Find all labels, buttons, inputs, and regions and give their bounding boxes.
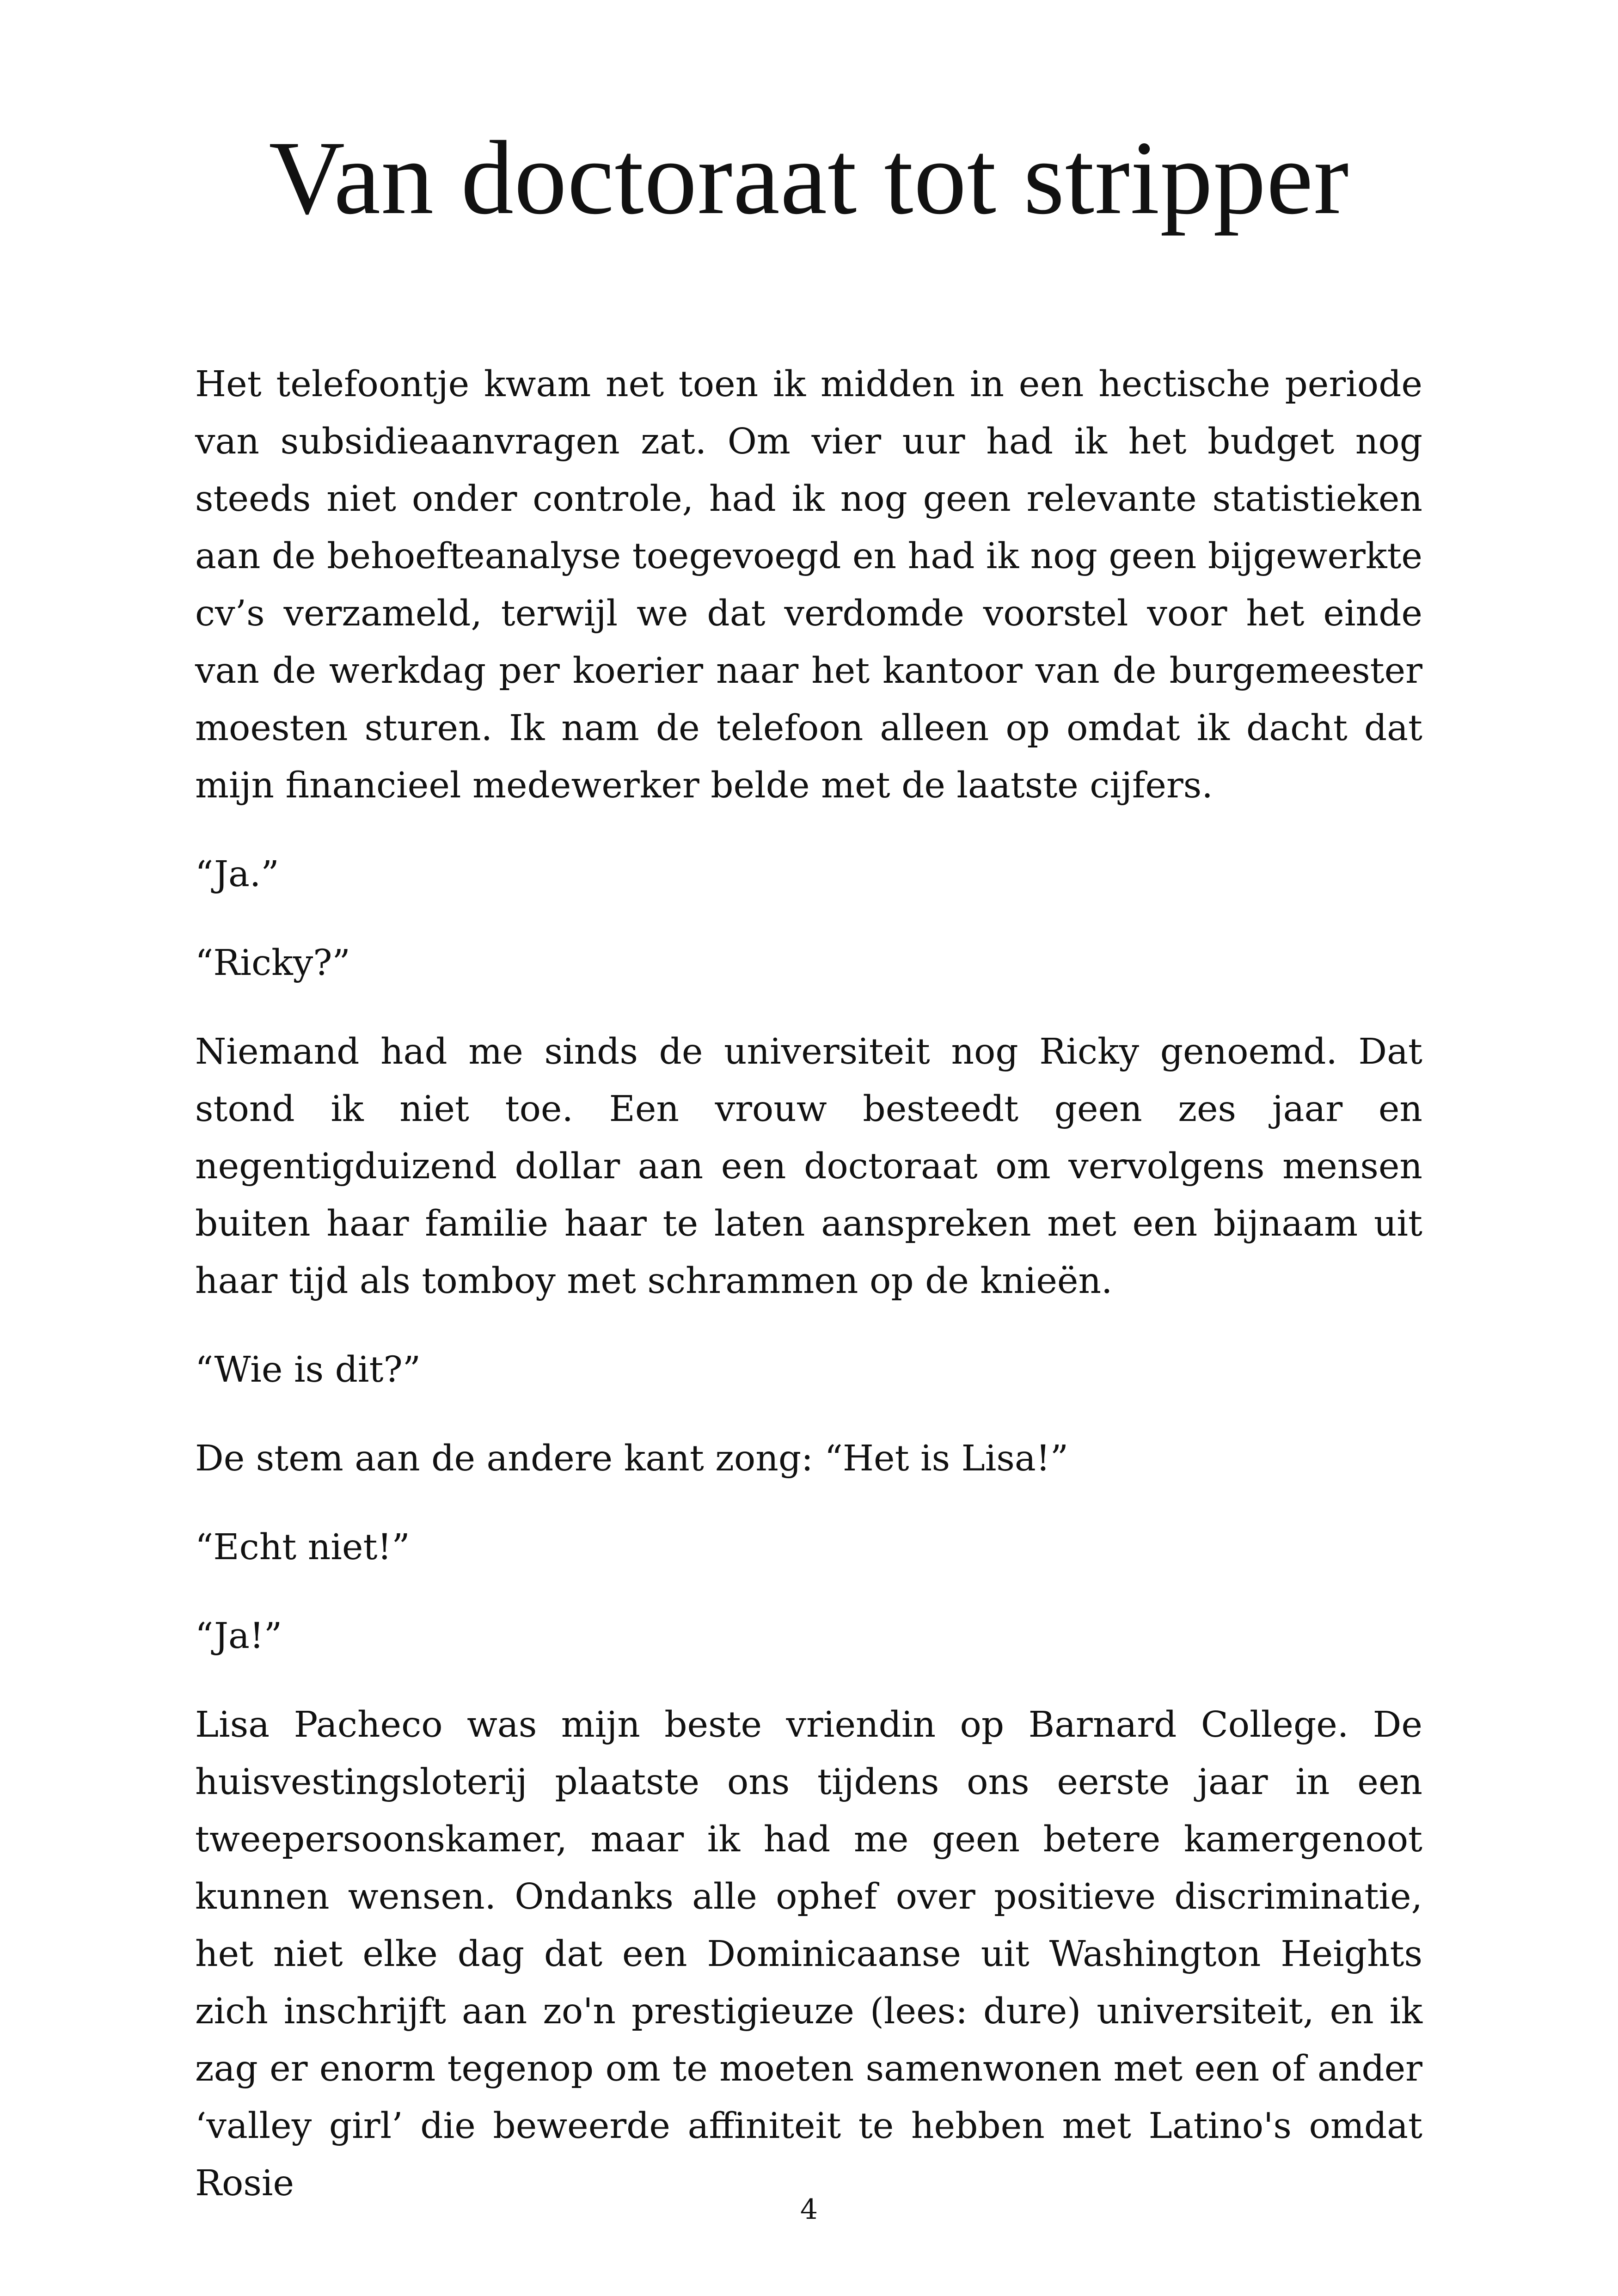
dialogue-line: “Wie is dit?”	[195, 1349, 421, 1390]
dialogue-line: “Echt niet!”	[195, 1527, 410, 1568]
page-title: Van doctoraat tot stripper	[269, 120, 1349, 236]
dialogue-line: “Ja!”	[195, 1616, 282, 1657]
paragraph-lisa: Lisa Pacheco was mijn beste vriendin op Barnard College. De huisvestingsloterij plaatste ons tijdens ons eerste jaar in een tweepersoonskamer, maar ik had me geen betere kamergenoot kunnen wensen. Ondanks alle ophef over positieve discriminatie, het niet elke dag dat een Dominicaanse uit Washington Heights zich inschrijft aan zo'n prestigieuze (lees: dure) universiteit, en ik zag er enorm tegenop om te moeten samenwonen met een of ander ‘valley girl’ die beweerde affiniteit te hebben met Latino's omdat Rosie	[195, 1704, 1422, 2204]
page-number: 4	[800, 2193, 818, 2226]
dialogue-line: “Ricky?”	[195, 943, 350, 984]
dialogue-line: De stem aan de andere kant zong: “Het is Lisa!”	[195, 1438, 1069, 1479]
paragraph-intro: Het telefoontje kwam net toen ik midden in een hectische periode van subsidieaanvragen zat. Om vier uur had ik het budget nog steeds niet onder controle, had ik nog geen relevante statistieken aan de behoefteanalyse toegevoegd en had ik nog geen bijgewerkte cv’s verzameld, terwijl we dat verdomde voorstel voor het einde van de werkdag per koerier naar het kantoor van de burgemeester moesten sturen. Ik nam de telefoon alleen op omdat ik dacht dat mijn financieel medewerker belde met de laatste cijfers.	[195, 364, 1422, 806]
paragraph-nickname: Niemand had me sinds de universiteit nog Ricky genoemd. Dat stond ik niet toe. Een vrouw besteedt geen zes jaar en negentigduizend dollar aan een doctoraat om vervolgens mensen buiten haar familie haar te laten aanspreken met een bijnaam uit haar tijd als tomboy met schrammen op de knieën.	[195, 1031, 1422, 1302]
dialogue-line: “Ja.”	[195, 854, 279, 895]
body-text	[195, 356, 1422, 2244]
